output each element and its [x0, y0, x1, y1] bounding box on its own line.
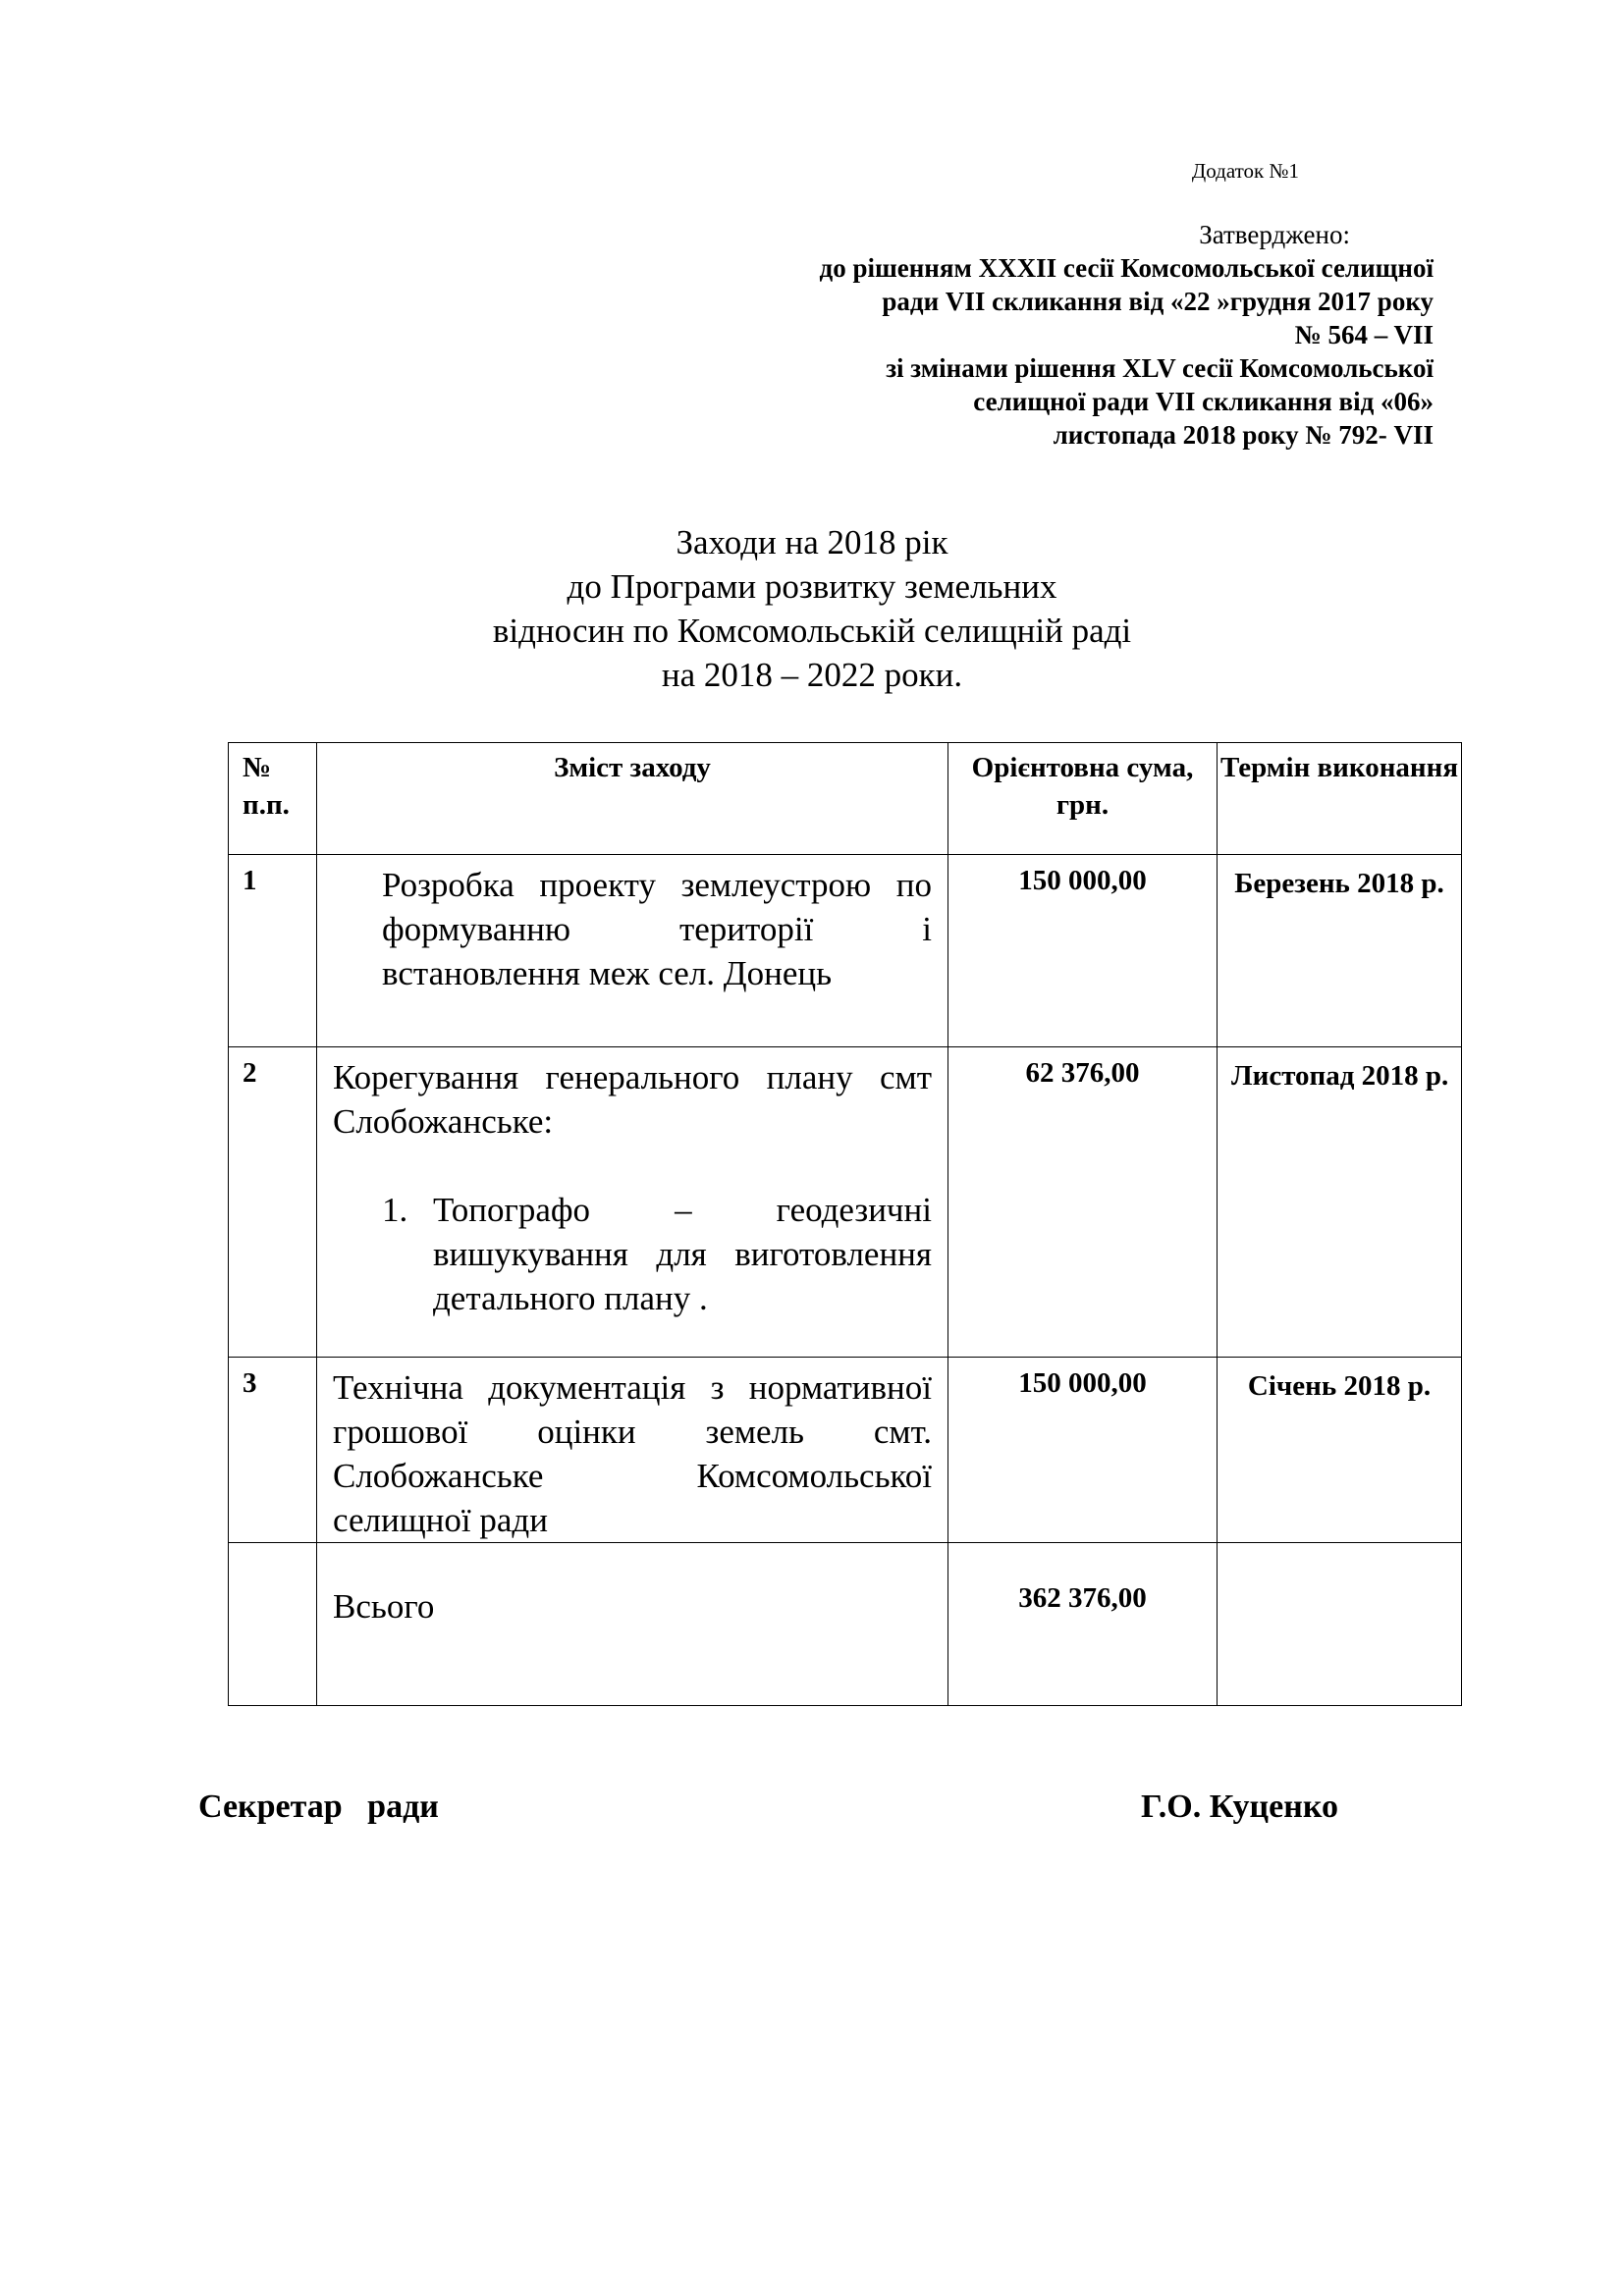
sub-item-text: Топографо – геодезичні вишукування для виготовлення детального плану .	[433, 1191, 932, 1317]
row-term: Січень 2018 р.	[1218, 1358, 1462, 1543]
approval-line: селищної ради VII скликання від «06»	[973, 387, 1434, 416]
row-content	[317, 1047, 948, 1358]
approval-line: до рішенням ХХХІІ сесії Комсомольської селищної	[819, 253, 1434, 283]
approval-line: листопада 2018 року № 792- VII	[1053, 420, 1434, 450]
row-number: 2	[229, 1047, 317, 1358]
approval-line: ради VII скликання від «22 »грудня 2017 року	[882, 287, 1434, 316]
total-empty-cell	[229, 1543, 317, 1706]
approval-heading: Затверджено:	[1199, 220, 1350, 249]
appendix-label: Додаток №1	[1191, 159, 1299, 183]
table-row	[229, 1047, 1462, 1358]
row-sub-item	[333, 1188, 932, 1320]
title-line: відносин по Комсомольській селищній раді	[492, 612, 1132, 650]
header-content: Зміст заходу	[317, 743, 948, 855]
total-label-cell	[317, 1543, 948, 1706]
row-term: Листопад 2018 р.	[1218, 1047, 1462, 1358]
row-content-text: Корегування генерального плану смт Слобожанське:	[333, 1058, 932, 1141]
table-row	[229, 855, 1462, 1047]
document-title	[0, 520, 1624, 697]
row-number: 1	[229, 855, 317, 1047]
row-content-text: Розробка проекту землеустрою по формуванню території і встановлення меж сел. Донець	[382, 866, 932, 992]
header-sum: Орієнтовна сума, грн.	[948, 743, 1218, 855]
table-row	[229, 1358, 1462, 1543]
row-term: Березень 2018 р.	[1218, 855, 1462, 1047]
total-term-cell	[1218, 1543, 1462, 1706]
row-sum: 150 000,00	[948, 1358, 1218, 1543]
row-content-text: Технічна документація з нормативної грошової оцінки земель смт. Слобожанське Комсомольської селищної ради	[333, 1368, 932, 1539]
measures-table	[228, 742, 1462, 1706]
total-label: Всього	[333, 1587, 435, 1626]
row-content	[317, 1358, 948, 1543]
row-content	[317, 855, 948, 1047]
approval-line: зі змінами рішення XLV сесії Комсомольської	[886, 353, 1434, 383]
header-num: № п.п.	[229, 743, 317, 855]
row-number: 3	[229, 1358, 317, 1543]
title-line: до Програми розвитку земельних	[567, 567, 1057, 606]
approval-line: № 564 – VII	[1294, 320, 1434, 349]
row-sum: 150 000,00	[948, 855, 1218, 1047]
table-total-row	[229, 1543, 1462, 1706]
row-sum: 62 376,00	[948, 1047, 1218, 1358]
signature-position: Секретар ради	[198, 1789, 439, 1825]
total-sum: 362 376,00	[948, 1543, 1218, 1706]
approval-block	[648, 218, 1434, 452]
signature-name: Г.О. Куценко	[1141, 1789, 1338, 1825]
title-line: Заходи на 2018 рік	[676, 523, 948, 561]
table-header-row	[229, 743, 1462, 855]
title-line: на 2018 – 2022 роки.	[661, 656, 963, 694]
sub-item-marker: 1.	[382, 1191, 408, 1229]
header-term: Термін виконання	[1218, 743, 1462, 855]
